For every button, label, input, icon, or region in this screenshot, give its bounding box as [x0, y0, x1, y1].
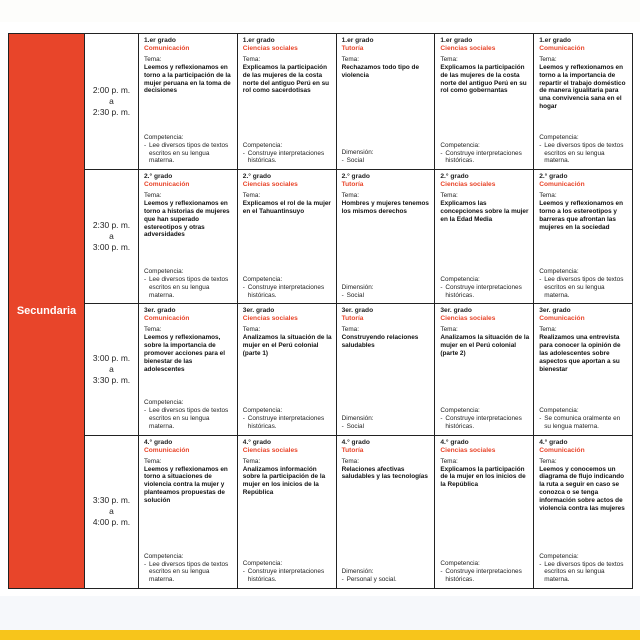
- competencia-label: Dimensión:: [341, 283, 374, 291]
- class-content: [144, 439, 233, 588]
- competencia-item: [144, 276, 233, 299]
- class-cell: [534, 435, 633, 588]
- bullet-dash: -: [440, 415, 443, 422]
- tema-text: Explicamos la participación de las mujeres de la costa norte del antiguo Perú en su rol como gobernantas: [440, 64, 527, 95]
- competencia-item: [440, 415, 529, 431]
- top-band: [0, 0, 640, 22]
- competencia-text: Social: [346, 157, 364, 165]
- competencia-text: Lee diversos tipos de textos escritos en su lengua materna.: [544, 141, 624, 165]
- class-cell: [237, 304, 336, 435]
- time-cell: [85, 34, 139, 170]
- bullet-dash: -: [144, 276, 147, 284]
- tema-text: Leemos y reflexionamos, sobre la importancia de promover acciones para el bienestar de las adolescentes: [144, 334, 225, 373]
- tema-text: Analizamos la situación de la mujer en el Perú colonial (parte 1): [242, 334, 332, 358]
- grade-label: 4.° grado: [242, 438, 272, 446]
- competencia-block: [342, 149, 431, 165]
- class-content: [342, 439, 431, 588]
- competencia-text: Social: [346, 291, 364, 299]
- competencia-block: [144, 553, 233, 584]
- class-cell: [534, 34, 633, 170]
- competencia-text: Construye interpretaciones históricas.: [247, 149, 325, 165]
- tema-text: Relaciones afectivas saludables y las tecnologías: [341, 465, 428, 481]
- competencia-item: [243, 150, 332, 166]
- competencia-item: [342, 423, 431, 431]
- tema-label: Tema:: [341, 326, 359, 334]
- tema-text: Construyendo relaciones saludables: [341, 334, 419, 350]
- tema-text: Explicamos las concepciones sobre la mujer en la Edad Media: [440, 200, 529, 223]
- tema-label: Tema:: [341, 56, 359, 63]
- competencia-block: [342, 568, 431, 584]
- competencia-block: [539, 134, 628, 165]
- class-content: [243, 173, 332, 303]
- bullet-dash: -: [144, 560, 147, 568]
- time-cell: [85, 304, 139, 435]
- bullet-dash: -: [144, 141, 147, 149]
- grade-label: 2.° grado: [440, 173, 469, 181]
- tema-text: Leemos y reflexionamos en torno a los estereotipos y barreras que afrontan las mujeres en la sociedad: [539, 200, 624, 231]
- competencia-label: Competencia:: [242, 275, 283, 283]
- time-line: 3:00 p. m.: [92, 242, 131, 253]
- competencia-block: [440, 560, 529, 584]
- grade-label: 2.° grado: [341, 173, 370, 181]
- tema-label: Tema:: [242, 457, 261, 465]
- subject-label: Comunicación: [144, 45, 190, 52]
- class-content: [144, 37, 233, 169]
- tema-label: Tema:: [440, 192, 458, 200]
- tema-text: Leemos y reflexionamos en torno a historias de mujeres que han superado estereotipos y otras adversidades: [144, 200, 230, 239]
- competencia-label: Competencia:: [144, 399, 184, 407]
- competencia-text: Personal y social.: [346, 576, 397, 584]
- time-cell: [85, 170, 139, 304]
- subject-label: Comunicación: [539, 446, 585, 454]
- competencia-text: Construye interpretaciones históricas.: [445, 149, 522, 165]
- schedule-body: [9, 34, 633, 589]
- competencia-label: Dimensión:: [341, 414, 374, 422]
- bullet-dash: -: [539, 141, 542, 149]
- class-content: [144, 173, 233, 303]
- competencia-item: [243, 415, 332, 431]
- level-label: Secundaria: [16, 305, 77, 317]
- competencia-label: Dimensión:: [341, 568, 374, 576]
- subject-label: Ciencias sociales: [440, 315, 496, 323]
- tema-label: Tema:: [539, 56, 557, 63]
- bullet-dash: -: [440, 283, 443, 291]
- competencia-item: [539, 415, 628, 431]
- tema-text: Hombres y mujeres tenemos los mismos derechos: [341, 200, 429, 216]
- class-content: [342, 307, 431, 434]
- subject-label: Tutoría: [341, 45, 364, 52]
- competencia-text: Construye interpretaciones históricas.: [445, 283, 522, 299]
- subject-label: Comunicación: [539, 45, 585, 52]
- time-line: 4:00 p. m.: [92, 517, 131, 528]
- class-cell: [336, 435, 435, 588]
- competencia-label: Competencia:: [144, 552, 184, 560]
- class-content: [440, 307, 529, 434]
- competencia-label: Competencia:: [242, 141, 283, 149]
- tema-label: Tema:: [144, 56, 162, 63]
- competencia-block: [144, 268, 233, 299]
- time-line: a: [109, 96, 114, 107]
- class-content: [144, 307, 233, 434]
- competencia-text: Lee diversos tipos de textos escritos en su lengua materna.: [149, 560, 229, 584]
- competencia-text: Social: [346, 422, 364, 430]
- competencia-block: [440, 142, 529, 166]
- grade-label: 4.° grado: [341, 438, 370, 446]
- bottom-band: [0, 596, 640, 630]
- competencia-label: Dimensión:: [341, 149, 374, 157]
- subject-label: Comunicación: [144, 181, 190, 189]
- competencia-text: Lee diversos tipos de textos escritos en su lengua materna.: [149, 407, 229, 430]
- tema-label: Tema:: [539, 192, 557, 200]
- subject-label: Ciencias sociales: [242, 45, 298, 52]
- competencia-item: [440, 568, 529, 584]
- time-line: a: [109, 364, 114, 374]
- tema-label: Tema:: [440, 457, 458, 465]
- competencia-block: [342, 415, 431, 431]
- competencia-item: [144, 142, 233, 165]
- class-cell: [139, 304, 238, 435]
- time-line: 3:30 p. m.: [92, 495, 131, 506]
- class-cell: [534, 170, 633, 304]
- grade-label: 3er. grado: [144, 307, 176, 315]
- competencia-label: Competencia:: [242, 407, 283, 414]
- class-content: [539, 307, 628, 434]
- tema-label: Tema:: [242, 326, 261, 334]
- bullet-dash: -: [539, 276, 542, 284]
- tema-text: Leemos y conocemos un diagrama de flujo indicando la ruta a seguir en caso se conozca o se tenga información sobre actos de violencia contra las mujeres: [539, 465, 625, 512]
- time-line: 3:00 p. m.: [92, 353, 131, 363]
- tema-label: Tema:: [440, 56, 458, 63]
- subject-label: Tutoría: [341, 446, 364, 454]
- tema-label: Tema:: [341, 457, 359, 465]
- class-cell: [534, 304, 633, 435]
- class-content: [342, 173, 431, 303]
- competencia-item: [243, 284, 332, 300]
- time-cell: [85, 435, 139, 588]
- subject-label: Comunicación: [539, 181, 585, 189]
- competencia-text: Se comunica oralmente en su lengua materna.: [544, 415, 621, 430]
- tema-label: Tema:: [242, 56, 261, 63]
- bullet-dash: -: [242, 283, 245, 291]
- competencia-item: [342, 576, 431, 584]
- tema-text: Leemos y reflexionamos en torno a situaciones de violencia contra la mujer y planteamos propuestas de solución: [144, 465, 228, 504]
- competencia-label: Competencia:: [539, 133, 579, 141]
- bullet-dash: -: [242, 149, 245, 157]
- class-content: [539, 173, 628, 303]
- schedule-row: [9, 170, 633, 304]
- class-cell: [435, 170, 534, 304]
- grade-label: 3er. grado: [440, 307, 472, 315]
- class-cell: [435, 304, 534, 435]
- competencia-block: [243, 560, 332, 584]
- grade-label: 1.er grado: [440, 37, 473, 44]
- class-cell: [237, 435, 336, 588]
- competencia-text: Lee diversos tipos de textos escritos en su lengua materna.: [149, 141, 229, 165]
- class-cell: [139, 435, 238, 588]
- class-content: [440, 37, 529, 169]
- class-content: [539, 439, 628, 588]
- class-cell: [435, 435, 534, 588]
- grade-label: 4.° grado: [440, 438, 469, 446]
- competencia-block: [342, 284, 431, 300]
- competencia-block: [243, 407, 332, 431]
- class-content: [243, 439, 332, 588]
- competencia-label: Competencia:: [539, 407, 579, 414]
- competencia-label: Competencia:: [242, 560, 283, 568]
- grade-label: 4.° grado: [144, 438, 173, 446]
- class-content: [243, 307, 332, 434]
- competencia-block: [539, 407, 628, 431]
- competencia-block: [440, 407, 529, 431]
- grade-label: 2.° grado: [144, 173, 173, 181]
- tema-text: Leemos y reflexionamos en torno a la importancia de repartir el trabajo doméstico de manera igualitaria para una convivencia sana en el hogar: [539, 64, 626, 110]
- competencia-item: [342, 157, 431, 165]
- competencia-item: [144, 407, 233, 430]
- competencia-label: Competencia:: [539, 552, 579, 560]
- competencia-block: [539, 268, 628, 299]
- competencia-text: Lee diversos tipos de textos escritos en su lengua materna.: [544, 276, 624, 299]
- schedule-row: [9, 435, 633, 588]
- grade-label: 4.° grado: [539, 438, 568, 446]
- tema-text: Leemos y reflexionamos en torno a la participación de la mujer peruana en la toma de decisiones: [144, 64, 231, 95]
- class-cell: [336, 304, 435, 435]
- competencia-block: [144, 134, 233, 165]
- bullet-dash: -: [242, 415, 245, 422]
- bullet-dash: -: [341, 291, 344, 299]
- bullet-dash: -: [144, 407, 147, 415]
- tema-text: Explicamos el rol de la mujer en el Tahuantinsuyo: [242, 200, 331, 216]
- competencia-text: Construye interpretaciones históricas.: [247, 568, 325, 584]
- competencia-item: [144, 561, 233, 584]
- grade-label: 1.er grado: [242, 37, 275, 44]
- class-content: [539, 37, 628, 169]
- bullet-dash: -: [539, 415, 542, 422]
- tema-label: Tema:: [539, 326, 557, 334]
- competencia-block: [440, 276, 529, 300]
- subject-label: Tutoría: [341, 181, 364, 189]
- subject-label: Ciencias sociales: [242, 181, 298, 189]
- tema-label: Tema:: [144, 457, 162, 465]
- time-line: 2:00 p. m.: [92, 85, 131, 96]
- tema-label: Tema:: [341, 192, 359, 200]
- competencia-block: [144, 399, 233, 430]
- competencia-item: [440, 150, 529, 166]
- subject-label: Ciencias sociales: [440, 446, 496, 454]
- subject-label: Comunicación: [144, 446, 190, 454]
- schedule-table: [8, 33, 633, 589]
- tema-label: Tema:: [144, 326, 162, 334]
- grade-label: 3er. grado: [341, 307, 374, 315]
- class-cell: [139, 34, 238, 170]
- class-cell: [237, 34, 336, 170]
- competencia-block: [243, 276, 332, 300]
- competencia-item: [539, 276, 628, 299]
- grade-label: 3er. grado: [539, 307, 571, 315]
- competencia-label: Competencia:: [144, 268, 184, 276]
- competencia-item: [342, 292, 431, 300]
- schedule-row: [9, 34, 633, 170]
- competencia-text: Construye interpretaciones históricas.: [247, 283, 325, 299]
- grade-label: 1.er grado: [144, 37, 176, 44]
- competencia-label: Competencia:: [440, 407, 480, 414]
- tema-text: Rechazamos todo tipo de violencia: [341, 64, 419, 79]
- time-line: a: [109, 231, 114, 242]
- competencia-label: Competencia:: [440, 560, 480, 568]
- competencia-block: [539, 553, 628, 584]
- level-cell: [9, 34, 85, 589]
- class-content: [440, 173, 529, 303]
- competencia-item: [243, 568, 332, 584]
- subject-label: Ciencias sociales: [242, 446, 298, 454]
- bottom-stripe: [0, 630, 640, 640]
- competencia-item: [440, 284, 529, 300]
- bullet-dash: -: [440, 568, 443, 576]
- bullet-dash: -: [242, 568, 245, 576]
- subject-label: Comunicación: [144, 315, 190, 323]
- subject-label: Ciencias sociales: [440, 181, 496, 189]
- competencia-label: Competencia:: [539, 268, 579, 276]
- grade-label: 3er. grado: [242, 307, 275, 315]
- bullet-dash: -: [539, 560, 542, 568]
- grade-label: 1.er grado: [341, 37, 374, 44]
- class-content: [440, 439, 529, 588]
- subject-label: Ciencias sociales: [242, 315, 298, 323]
- grade-label: 2.° grado: [539, 173, 568, 181]
- competencia-text: Lee diversos tipos de textos escritos en su lengua materna.: [544, 560, 624, 584]
- competencia-item: [539, 561, 628, 584]
- tema-label: Tema:: [539, 457, 557, 465]
- bullet-dash: -: [440, 149, 443, 157]
- time-line: 2:30 p. m.: [92, 107, 131, 118]
- subject-label: Ciencias sociales: [440, 45, 496, 52]
- tema-text: Explicamos la participación de la mujer en los inicios de la República: [440, 465, 526, 489]
- grade-label: 1.er grado: [539, 37, 572, 44]
- time-line: 2:30 p. m.: [92, 220, 131, 231]
- time-line: 3:30 p. m.: [92, 375, 131, 385]
- competencia-item: [539, 142, 628, 165]
- tema-text: Realizamos una entrevista para conocer la opinión de las adolescentes sobre aspectos que aportan a su bienestar: [539, 334, 621, 373]
- competencia-label: Competencia:: [440, 141, 480, 149]
- time-line: a: [109, 506, 114, 517]
- tema-text: Analizamos la situación de la mujer en el Perú colonial (parte 2): [440, 334, 530, 358]
- competencia-text: Construye interpretaciones históricas.: [247, 415, 325, 430]
- class-cell: [237, 170, 336, 304]
- schedule-row: [9, 304, 633, 435]
- competencia-text: Lee diversos tipos de textos escritos en su lengua materna.: [149, 276, 229, 299]
- class-content: [243, 37, 332, 169]
- class-cell: [139, 170, 238, 304]
- competencia-text: Construye interpretaciones históricas.: [445, 415, 522, 430]
- tema-label: Tema:: [144, 192, 162, 200]
- bullet-dash: -: [341, 422, 344, 430]
- competencia-block: [243, 142, 332, 166]
- class-cell: [435, 34, 534, 170]
- tema-label: Tema:: [242, 192, 261, 200]
- grade-label: 2.° grado: [242, 173, 272, 181]
- tema-label: Tema:: [440, 326, 458, 334]
- competencia-label: Competencia:: [440, 275, 480, 283]
- subject-label: Comunicación: [539, 315, 585, 323]
- subject-label: Tutoría: [341, 315, 364, 323]
- tema-text: Analizamos información sobre la participación de la mujer en los inicios de la República: [242, 465, 326, 496]
- bullet-dash: -: [341, 157, 344, 165]
- competencia-label: Competencia:: [144, 133, 184, 141]
- class-content: [342, 37, 431, 169]
- class-cell: [336, 170, 435, 304]
- tema-text: Explicamos la participación de las mujeres de la costa norte del antiguo Perú en su rol como sacerdotisas: [242, 64, 330, 95]
- competencia-text: Construye interpretaciones históricas.: [445, 568, 522, 584]
- class-cell: [336, 34, 435, 170]
- bullet-dash: -: [341, 576, 344, 584]
